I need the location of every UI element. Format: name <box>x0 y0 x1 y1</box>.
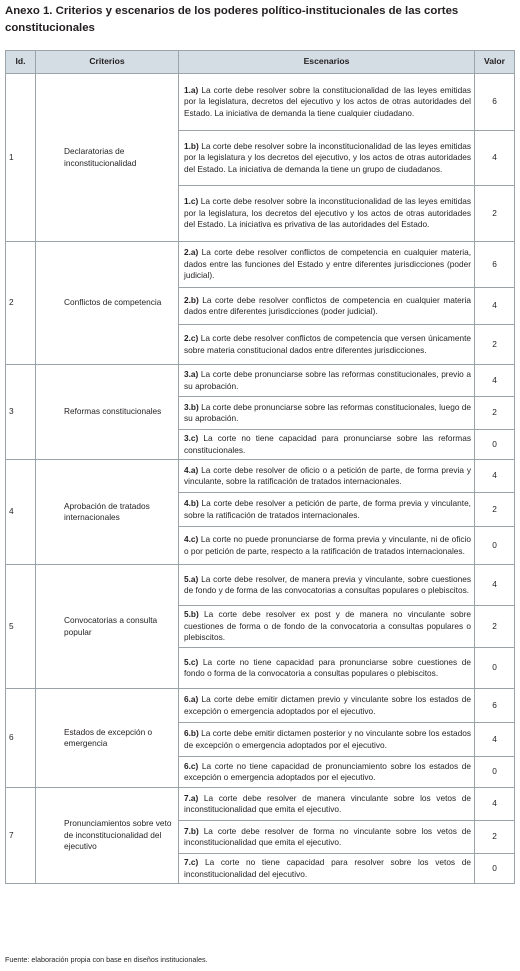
criterio-cell: Pronunciamientos sobre veto de inconstitucionalidad del ejecutivo <box>36 788 179 884</box>
valor-cell: 4 <box>475 365 515 397</box>
table-header-row <box>6 51 515 74</box>
escenario-label: 6.c) <box>184 760 199 771</box>
escenario-cell <box>179 74 475 131</box>
criterio-cell: Conflictos de competencia <box>36 242 179 365</box>
table-row <box>6 460 515 493</box>
header-id: Id. <box>6 51 36 74</box>
valor-cell: 2 <box>475 186 515 242</box>
valor-cell: 4 <box>475 460 515 493</box>
escenario-cell <box>179 288 475 325</box>
group-id: 1 <box>6 74 36 242</box>
escenario-text: La corte no tiene capacidad para pronunciarse sobre las reformas constitucionales. <box>184 433 471 455</box>
escenario-text: La corte debe resolver sobre la inconstitucionalidad de las leyes emitidas por la legislatura, los decretos del ejecutivo y los actos de otras autoridades del Estado. La iniciativa es privativa de las autoridades del Estado. <box>184 196 471 230</box>
valor-cell: 6 <box>475 74 515 131</box>
escenario-cell <box>179 325 475 365</box>
escenario-label: 2.c) <box>184 333 199 343</box>
escenario-label: 2.b) <box>184 294 199 305</box>
source-note: Fuente: elaboración propia con base en diseños institucionales. <box>5 955 208 964</box>
valor-cell: 6 <box>475 242 515 288</box>
escenario-cell <box>179 242 475 288</box>
valor-cell: 0 <box>475 648 515 689</box>
table-row <box>6 565 515 606</box>
escenario-label: 3.a) <box>184 369 199 379</box>
escenario-cell <box>179 186 475 242</box>
escenario-label: 5.a) <box>184 573 199 584</box>
escenario-cell <box>179 689 475 723</box>
valor-cell: 2 <box>475 606 515 648</box>
escenario-text: La corte debe resolver de oficio o a petición de parte, de forma previa y vinculante, sobre la ratificación de tratados internacionales. <box>184 464 471 486</box>
group-id: 3 <box>6 365 36 460</box>
header-valor: Valor <box>475 51 515 74</box>
escenario-label: 7.a) <box>184 792 199 803</box>
escenario-cell <box>179 757 475 788</box>
table-row <box>6 242 515 288</box>
escenario-text: La corte debe resolver conflictos de competencia que versen únicamente sobre materia constitucional dados entre diferentes jurisdicciones. <box>184 333 471 355</box>
table-row <box>6 788 515 821</box>
header-criterios: Criterios <box>36 51 179 74</box>
criterio-cell: Estados de excepción o emergencia <box>36 689 179 788</box>
escenario-label: 7.c) <box>184 857 199 867</box>
escenario-text: La corte debe resolver sobre la inconstitucionalidad de las leyes emitidas por la legislatura y los decretos del ejecutivo, y los actos de otras autoridades del Estado. La iniciativa de demanda la tiene un grupo de ciudadanos. <box>184 140 471 174</box>
group-id: 4 <box>6 460 36 565</box>
escenario-text: La corte no puede pronunciarse de forma previa y vinculante, ni de oficio o por petición de parte, respecto a la ratificación de tratados internacionales. <box>184 534 471 556</box>
valor-cell: 6 <box>475 689 515 723</box>
valor-cell: 4 <box>475 288 515 325</box>
escenario-cell <box>179 527 475 565</box>
valor-cell: 2 <box>475 325 515 365</box>
escenario-label: 2.a) <box>184 247 199 258</box>
escenario-cell <box>179 723 475 757</box>
criterio-cell: Aprobación de tratados internacionales <box>36 460 179 565</box>
group-id: 5 <box>6 565 36 689</box>
valor-cell: 0 <box>475 527 515 565</box>
escenario-text: La corte debe pronunciarse sobre las reformas constitucionales, luego de su aprobación. <box>184 401 471 423</box>
escenario-text: La corte debe emitir dictamen posterior y no vinculante sobre los estados de excepción o emergencia adoptados por el ejecutivo. <box>184 728 471 750</box>
escenario-text: La corte no tiene capacidad para pronunciarse sobre cuestiones de fondo o forma de la convocatoria a consultas populares o plebiscitos. <box>184 656 471 678</box>
escenario-label: 4.c) <box>184 534 199 544</box>
escenario-cell <box>179 460 475 493</box>
valor-cell: 0 <box>475 757 515 788</box>
escenario-text: La corte debe resolver ex post y de manera no vinculante sobre cuestiones de forma o de fondo de la convocatoria a consultas populares o plebiscitos. <box>184 609 471 643</box>
escenario-text: La corte debe pronunciarse sobre las reformas constitucionales, previo a su aprobación. <box>184 369 471 391</box>
table-row <box>6 365 515 397</box>
valor-cell: 2 <box>475 821 515 854</box>
escenario-label: 1.c) <box>184 196 199 207</box>
valor-cell: 4 <box>475 723 515 757</box>
escenario-cell <box>179 606 475 648</box>
escenario-label: 5.c) <box>184 656 199 667</box>
valor-cell: 0 <box>475 854 515 884</box>
escenario-cell <box>179 397 475 430</box>
escenario-text: La corte debe resolver, de manera previa y vinculante, sobre cuestiones de fondo y de forma de las convocatorias a consultas populares o plebiscitos. <box>184 573 471 595</box>
valor-cell: 0 <box>475 430 515 460</box>
escenario-cell <box>179 131 475 186</box>
escenario-cell <box>179 430 475 460</box>
escenario-cell <box>179 788 475 821</box>
escenario-label: 1.b) <box>184 140 199 151</box>
escenario-text: La corte no tiene capacidad para resolver sobre los vetos de inconstitucionalidad del ejecutivo. <box>184 857 471 879</box>
document-title: Anexo 1. Criterios y escenarios de los poderes político-institucionales de las cortes constitucionales <box>5 5 459 34</box>
escenario-label: 6.b) <box>184 728 199 738</box>
escenario-label: 4.a) <box>184 464 199 475</box>
criterio-cell: Reformas constitucionales <box>36 365 179 460</box>
criterio-cell: Declaratorias de inconstitucionalidad <box>36 74 179 242</box>
escenario-text: La corte no tiene capacidad de pronunciamiento sobre los estados de excepción o emergencia adoptados por el ejecutivo. <box>184 760 471 782</box>
escenario-label: 3.c) <box>184 433 199 443</box>
valor-cell: 2 <box>475 493 515 527</box>
criterio-cell: Convocatorias a consulta popular <box>36 565 179 689</box>
table-row <box>6 74 515 131</box>
escenario-cell <box>179 493 475 527</box>
valor-cell: 4 <box>475 565 515 606</box>
escenario-cell <box>179 565 475 606</box>
escenario-text: La corte debe resolver conflictos de competencia en cualquier materia, dados entre las funciones del Estado y entre diferentes jurisdicciones (poder judicial). <box>184 247 471 281</box>
valor-cell: 4 <box>475 131 515 186</box>
escenario-text: La corte debe resolver de forma no vinculante sobre los vetos de inconstitucionalidad que emita el ejecutivo. <box>184 825 471 847</box>
table-row <box>6 689 515 723</box>
escenario-label: 3.b) <box>184 401 199 412</box>
escenario-text: La corte debe resolver de manera vinculante sobre los vetos de inconstitucionalidad que emita el ejecutivo. <box>184 792 471 814</box>
table-body <box>6 74 515 884</box>
escenario-label: 7.b) <box>184 825 199 836</box>
group-id: 2 <box>6 242 36 365</box>
escenario-text: La corte debe resolver a petición de parte, de forma previa y vinculante, sobre la ratificación de tratados internacionales. <box>184 498 471 520</box>
criteria-table <box>5 50 515 884</box>
escenario-cell <box>179 821 475 854</box>
escenario-label: 4.b) <box>184 498 199 508</box>
escenario-label: 6.a) <box>184 694 199 704</box>
escenario-cell <box>179 648 475 689</box>
escenario-cell <box>179 365 475 397</box>
valor-cell: 4 <box>475 788 515 821</box>
escenario-text: La corte debe resolver sobre la constitucionalidad de las leyes emitidas por la legislatura, decretos del ejecutivo y los actos de otras autoridades del Estado. La iniciativa de demanda la tiene cualquier ciudadano. <box>184 84 471 118</box>
header-escenarios: Escenarios <box>179 51 475 74</box>
escenario-label: 5.b) <box>184 609 199 620</box>
escenario-cell <box>179 854 475 884</box>
group-id: 6 <box>6 689 36 788</box>
valor-cell: 2 <box>475 397 515 430</box>
escenario-text: La corte debe resolver conflictos de competencia en cualquier materia dados entre diferentes jurisdicciones (poder judicial). <box>184 294 471 316</box>
escenario-label: 1.a) <box>184 84 199 95</box>
group-id: 7 <box>6 788 36 884</box>
escenario-text: La corte debe emitir dictamen previo y vinculante sobre los estados de excepción o emergencia adoptados por el ejecutivo. <box>184 694 471 716</box>
